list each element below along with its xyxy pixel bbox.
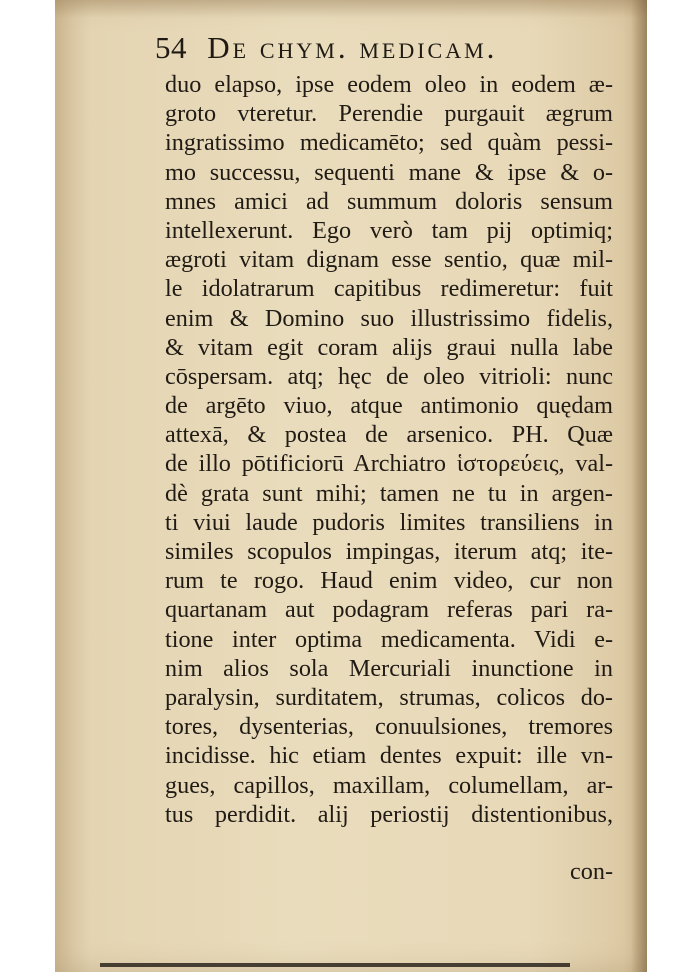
text-line: tus perdidit. alij periostij distentionibus, [165, 800, 613, 828]
text-line: ingratissimo medicamēto; sed quàm pessi- [165, 129, 613, 157]
text-line: incidisse. hic etiam dentes expuit: ille vn- [165, 742, 613, 770]
text-line: similes scopulos impingas, iterum atq; ite- [165, 538, 613, 565]
body-text [165, 70, 613, 829]
text-line: mnes amici ad summum doloris sensum [165, 187, 613, 215]
text-line: nim alios sola Mercuriali inunctione in [165, 654, 613, 682]
text-line: tione inter optima medicamenta. Vidi e- [165, 625, 613, 653]
text-line: de illo pōtificiorū Archiatro ἱστορεύεις, val- [165, 450, 613, 478]
text-line: de argēto viuo, atque antimonio quędam [165, 392, 613, 420]
text-line: tores, dysenterias, conuulsiones, tremores [165, 713, 613, 741]
running-title: De chym. medicam. [207, 30, 498, 65]
text-line: cōspersam. atq; hęc de oleo vitrioli: nunc [165, 362, 613, 390]
spine-shadow [631, 0, 647, 972]
running-header [155, 30, 497, 66]
text-line: paralysin, surditatem, strumas, colicos do- [165, 683, 613, 711]
text-line: ti viui laude pudoris limites transiliens in [165, 508, 613, 536]
text-line: le idolatrarum capitibus redimeretur: fuit [165, 275, 613, 303]
text-line: enim & Domino suo illustrissimo fidelis, [165, 304, 613, 332]
text-line: attexā, & postea de arsenico. PH. Quæ [165, 421, 613, 449]
page-number: 54 [155, 30, 187, 65]
page-bottom-edge [100, 963, 570, 967]
text-line: groto vteretur. Perendie purgauit ægrum [165, 100, 613, 128]
text-line: gues, capillos, maxillam, columellam, ar- [165, 771, 613, 799]
text-line: duo elapso, ipse eodem oleo in eodem æ- [165, 71, 613, 98]
text-line: mo successu, sequenti mane & ipse & o- [165, 158, 613, 186]
text-line: & vitam egit coram alijs graui nulla labe [165, 333, 613, 361]
text-line: quartanam aut podagram referas pari ra- [165, 596, 613, 624]
text-line: ægroti vitam dignam esse sentio, quæ mil- [165, 246, 613, 274]
text-line: dè grata sunt mihi; tamen ne tu in argen- [165, 479, 613, 507]
catchword: con- [570, 858, 613, 885]
text-line: rum te rogo. Haud enim video, cur non [165, 567, 613, 595]
text-line: intellexerunt. Ego verò tam pij optimiq; [165, 216, 613, 244]
